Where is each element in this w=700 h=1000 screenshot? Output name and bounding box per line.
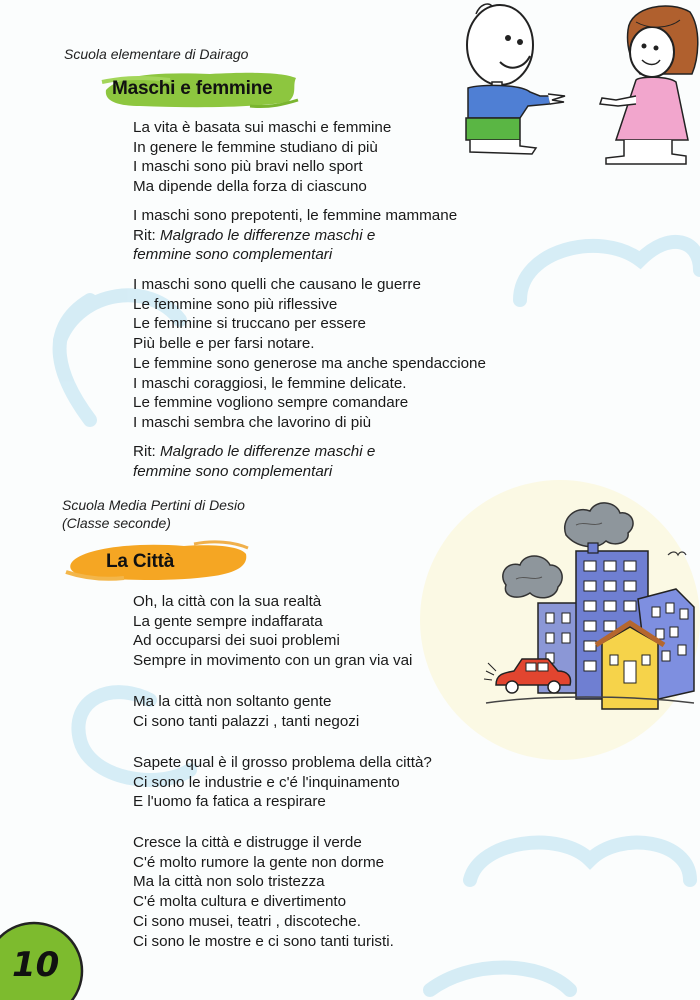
poem-line [133,592,412,612]
poem-line [133,245,457,265]
poem-line [133,612,412,632]
poem-line [133,118,391,138]
poem-line [133,138,391,158]
line-text: Le femmine si truccano per essere [133,315,366,333]
poem-line [133,912,394,932]
poem-line [133,853,394,873]
poem-line [133,462,375,482]
line-text: Ci sono musei, teatri , discoteche. [133,912,361,930]
line-text: femmine sono complementari [133,462,333,480]
line-text: C'é molto rumore la gente non dorme [133,853,385,871]
line-text: Sempre in movimento con un gran via vai [133,652,413,670]
poem-line [133,393,486,413]
refrain-prefix: Rit: [133,443,161,460]
poem-line [133,374,486,394]
line-text: E l'uomo fa fatica a respirare [133,793,326,811]
stanza [133,833,394,951]
stanza [133,118,391,197]
line-text: I maschi sembra che lavorino di più [133,413,372,431]
line-text: Ma la città non soltanto gente [133,693,332,710]
refrain-prefix: Rit: [133,226,161,244]
line-text: Cresce la città e distrugge il verde [133,834,362,851]
poem-line [133,226,457,246]
poem-line [133,177,391,197]
refrain-text: Malgrado le differenze maschi e [160,226,376,244]
stanza [133,592,412,671]
poem-line [133,773,432,793]
line-text: La gente sempre indaffarata [133,612,323,630]
line-text: Ma la città non solo tristezza [133,873,325,891]
line-text: Ci sono le industrie e c'é l'inquinamento [133,773,400,791]
poem-line [133,413,486,433]
poem-line [133,753,432,773]
poem-line [133,314,486,334]
cartoon-boy-icon [466,4,565,154]
school-name-2 [62,496,245,532]
poem-line [133,631,412,651]
city-buildings-icon [480,495,695,710]
poem-line [133,334,486,354]
line-text: I maschi sono quelli che causano le guerre [133,276,421,293]
poem-line [133,712,359,732]
stanza [133,442,375,481]
page-title-2: La Città [106,551,175,572]
line-text: Oh, la città con la sua realtà [133,593,322,610]
page-number: 10 [12,945,60,985]
poem-line [133,442,375,462]
line-text: Le femmine sono più riflessive [133,295,338,313]
poem-line [133,692,359,712]
poem-line [133,354,486,374]
poem-line [133,792,432,812]
poem-line [133,892,394,912]
title-banner-1 [100,68,300,110]
refrain-text: Malgrado le differenze maschi e [160,443,376,460]
stanza [133,692,359,731]
line-text: Più belle e per farsi notare. [133,335,315,353]
poem-line [133,651,412,671]
page-title-1: Maschi e femmine [112,78,273,99]
school-name-1: Scuola elementare di Dairago [64,46,249,62]
poem-line [133,275,486,295]
line-text: Ci sono tanti palazzi , tanti negozi [133,712,360,730]
school-name-2-line2: (Classe seconde) [62,515,171,531]
line-text: La vita è basata sui maschi e femmine [133,119,392,136]
line-text: I maschi sono più bravi nello sport [133,158,363,176]
line-text: In genere le femmine studiano di più [133,138,378,156]
line-text: I maschi coraggiosi, le femmine delicate. [133,374,407,392]
line-text: C'é molta cultura e divertimento [133,893,347,911]
line-text: Sapete qual è il grosso problema della città? [133,754,432,771]
stanza [133,206,457,265]
stanza [133,753,432,812]
title-banner-2 [64,538,250,584]
line-text: Ad occuparsi dei suoi problemi [133,632,340,650]
line-text: Ci sono le mostre e ci sono tanti turisti. [133,932,394,950]
poem-line [133,932,394,952]
school-name-2-line1: Scuola Media Pertini di Desio [62,497,245,513]
poem-line [133,295,486,315]
line-text: Ma dipende della forza di ciascuno [133,178,367,196]
poem-line [133,833,394,853]
line-text: Le femmine sono generose ma anche spendaccione [133,354,486,372]
line-text: femmine sono complementari [133,246,333,264]
poem-line [133,872,394,892]
stanza [133,275,486,433]
cartoon-girl-icon [600,6,698,164]
cartoon-kids-illustration [440,0,700,175]
poem-line [133,157,391,177]
line-text: I maschi sono prepotenti, le femmine mammane [133,207,458,224]
line-text: Le femmine vogliono sempre comandare [133,394,409,412]
poem-line [133,206,457,226]
